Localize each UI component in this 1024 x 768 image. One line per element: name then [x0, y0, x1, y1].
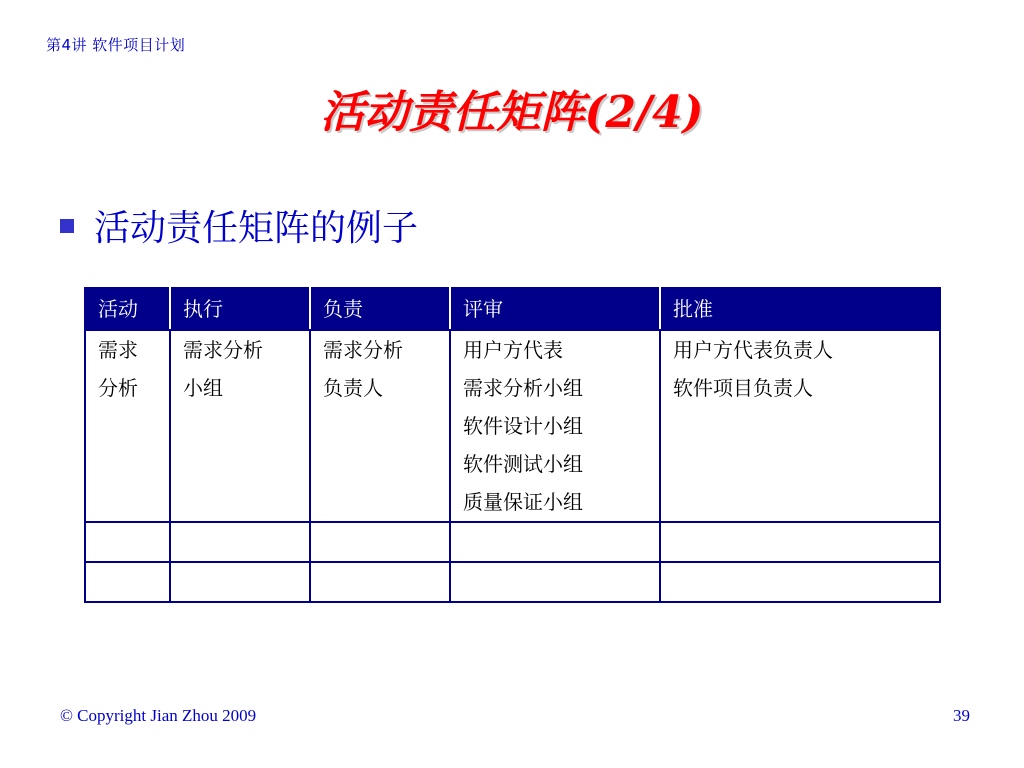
- cell-line: 软件设计小组: [463, 414, 583, 438]
- course-header: 第4讲 软件项目计划: [46, 36, 186, 54]
- column-header-execute: 执行: [170, 288, 310, 330]
- responsibility-matrix-table: [84, 287, 941, 603]
- copyright-text: © Copyright Jian Zhou 2009: [60, 706, 257, 725]
- cell-line: 需求分析: [183, 338, 263, 362]
- column-header-activity: 活动: [85, 288, 170, 330]
- table-cell: [310, 562, 450, 602]
- table-cell: [310, 522, 450, 562]
- page-number: 39: [953, 706, 970, 725]
- table-cell: [85, 330, 170, 522]
- table-cell: [660, 330, 940, 522]
- table-row: [85, 522, 940, 562]
- table-cell: [170, 330, 310, 522]
- column-header-responsible: 负责: [310, 288, 450, 330]
- table-header-row: [85, 288, 940, 330]
- cell-line: 小组: [183, 376, 223, 400]
- table-cell: [450, 522, 660, 562]
- cell-line: 用户方代表: [463, 338, 563, 362]
- column-header-review: 评审: [450, 288, 660, 330]
- table-cell: [85, 562, 170, 602]
- bullet-item: [60, 200, 418, 251]
- cell-line: 用户方代表负责人: [673, 338, 833, 362]
- bullet-text: 活动责任矩阵的例子: [94, 208, 419, 249]
- cell-line: 软件项目负责人: [673, 376, 813, 400]
- table-cell: [660, 522, 940, 562]
- cell-line: 分析: [98, 376, 138, 400]
- table-cell: [85, 522, 170, 562]
- table-row: [85, 562, 940, 602]
- cell-line: 需求分析小组: [463, 376, 583, 400]
- table-cell: [310, 330, 450, 522]
- table-cell: [450, 330, 660, 522]
- table-row: [85, 330, 940, 522]
- square-bullet-icon: [60, 219, 74, 233]
- table-cell: [450, 562, 660, 602]
- cell-line: 需求: [98, 338, 138, 362]
- table-cell: [660, 562, 940, 602]
- slide-title: 活动责任矩阵(2/4): [320, 87, 704, 138]
- cell-line: 软件测试小组: [463, 452, 583, 476]
- cell-line: 负责人: [323, 376, 383, 400]
- table-cell: [170, 562, 310, 602]
- cell-line: 需求分析: [323, 338, 403, 362]
- cell-line: 质量保证小组: [463, 490, 583, 514]
- table-cell: [170, 522, 310, 562]
- column-header-approve: 批准: [660, 288, 940, 330]
